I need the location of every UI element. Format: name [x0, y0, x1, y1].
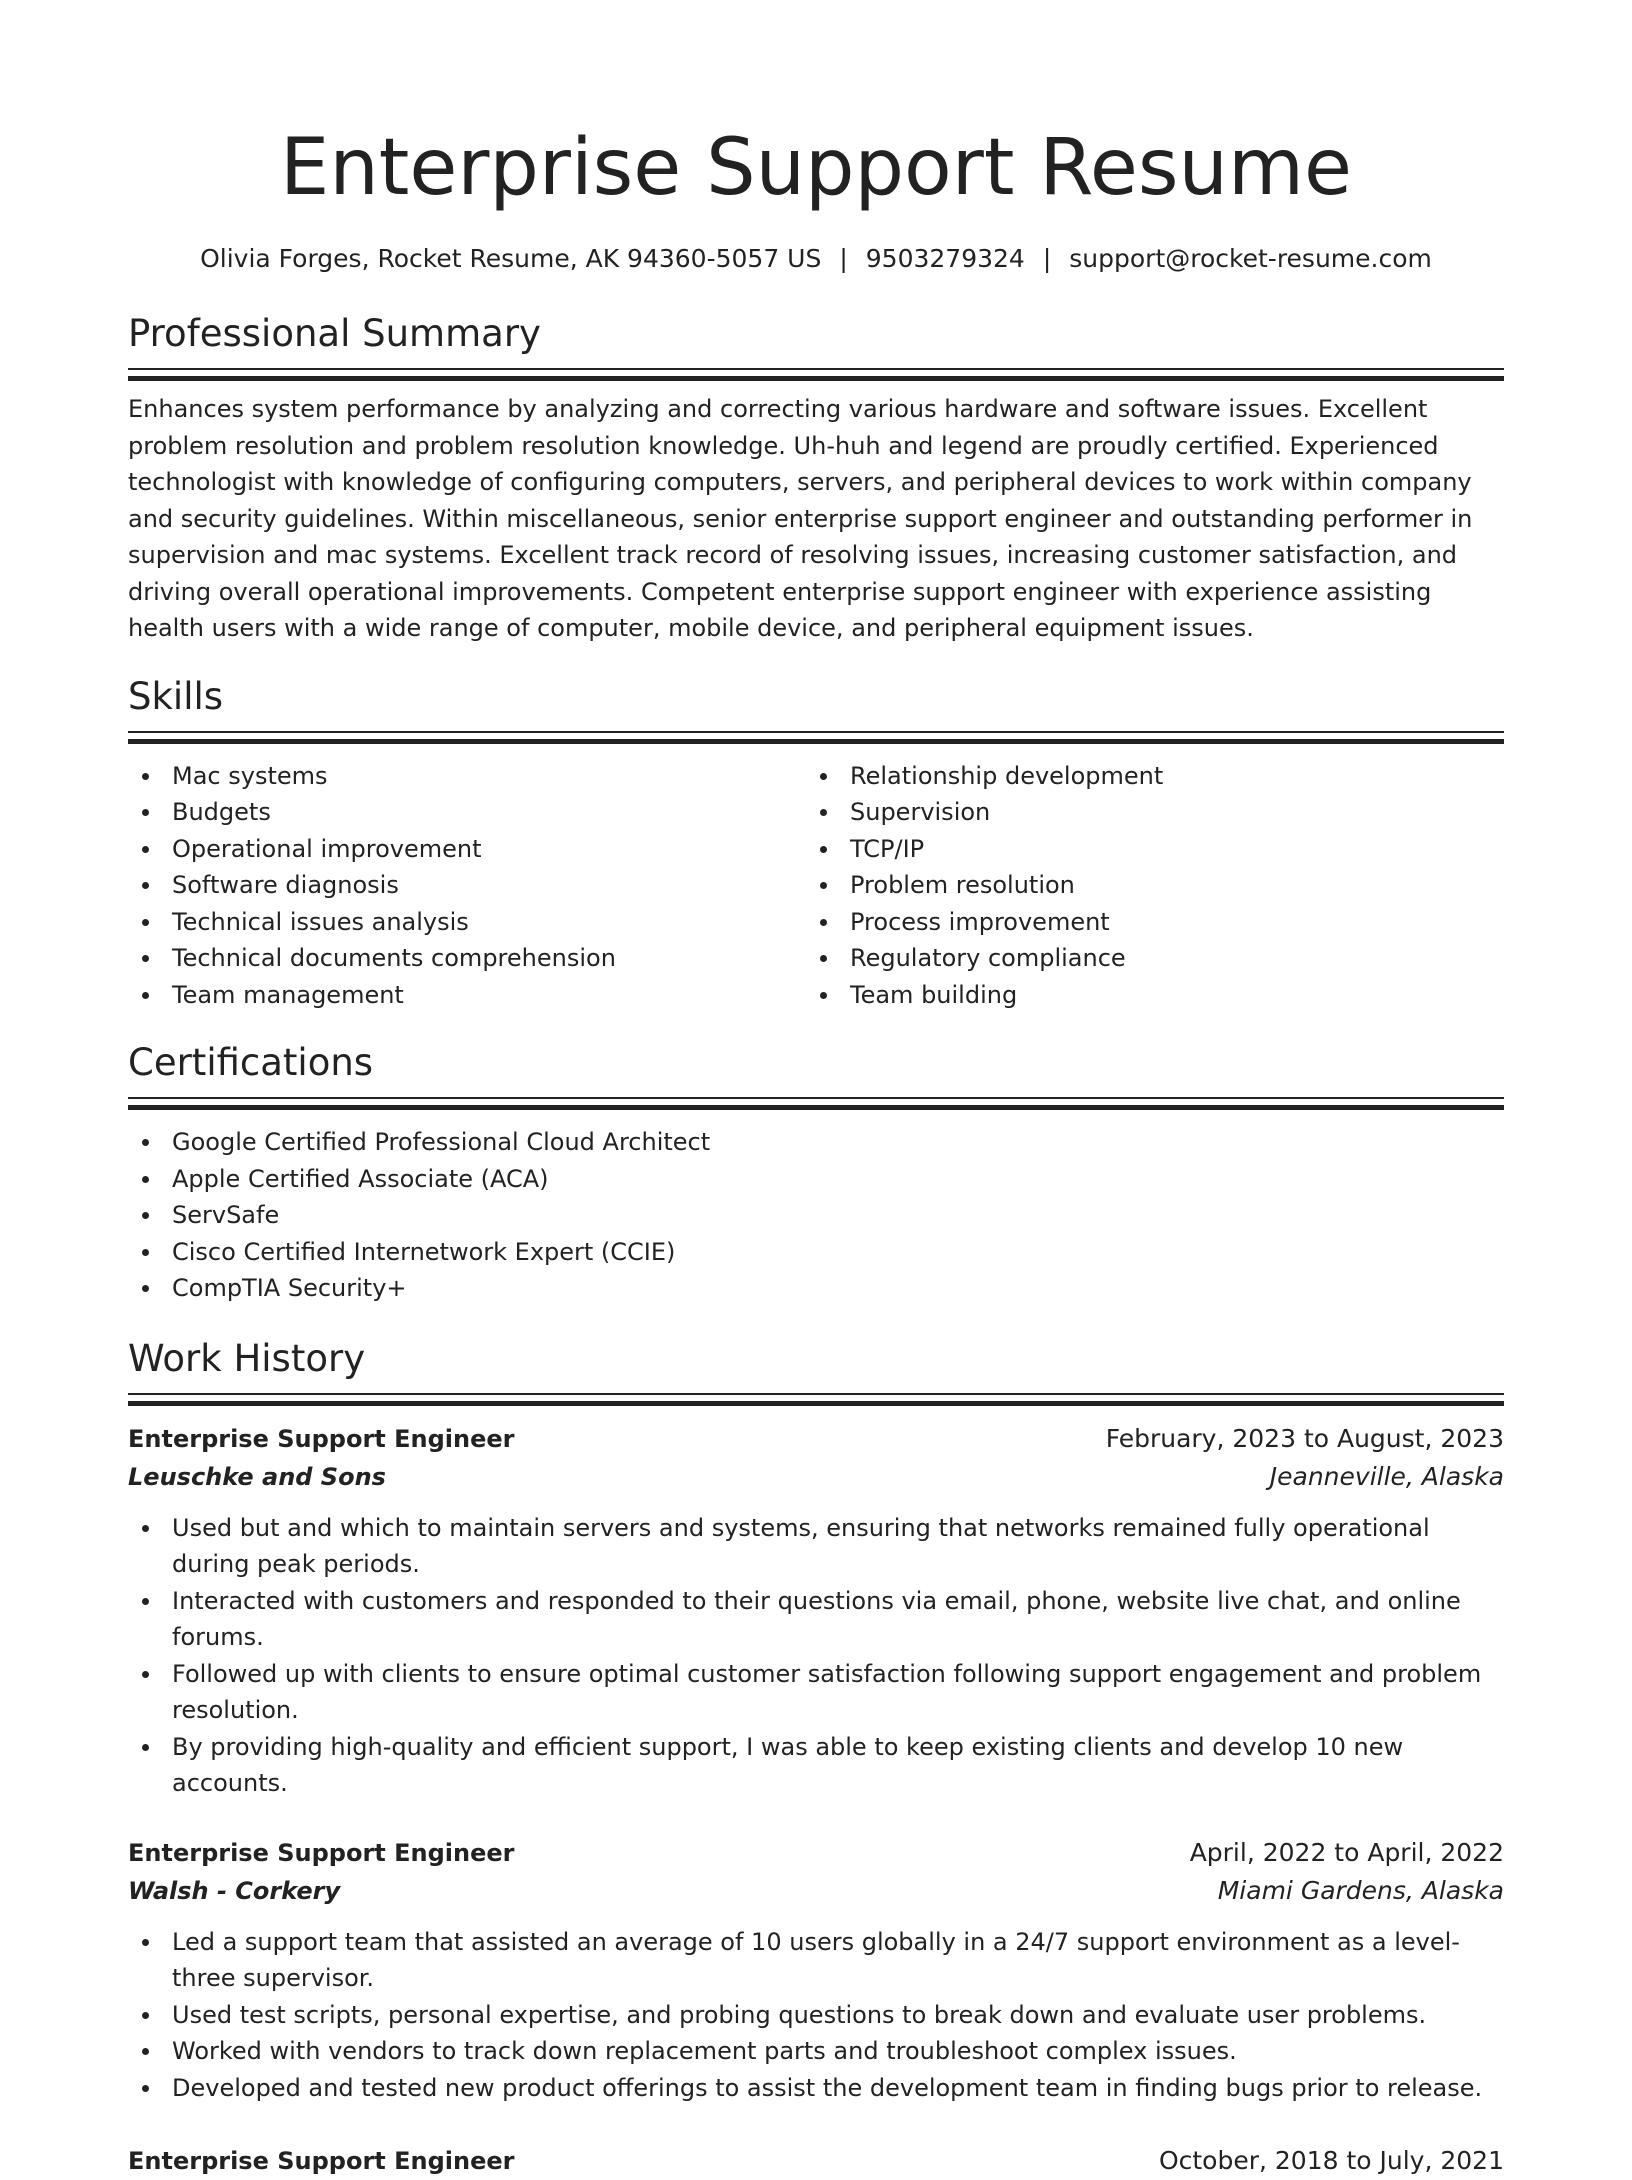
- section-divider: [128, 1097, 1504, 1110]
- certification-item: CompTIA Security+: [128, 1270, 1504, 1307]
- skill-item: Software diagnosis: [128, 867, 806, 904]
- skill-item: Budgets: [128, 794, 806, 831]
- skill-item: Team management: [128, 977, 806, 1014]
- contact-email[interactable]: support@rocket-resume.com: [1069, 244, 1432, 273]
- job-entry: [128, 1834, 1504, 2107]
- skills-heading: Skills: [128, 673, 1504, 721]
- summary-heading: Professional Summary: [128, 310, 1504, 358]
- bullet-icon: [820, 919, 827, 926]
- job-dates: February, 2023 to August, 2023: [1106, 1420, 1504, 1458]
- bullet-icon: [820, 992, 827, 999]
- bullet-icon: [142, 1598, 149, 1605]
- job-entry: [128, 2142, 1504, 2180]
- work-history-section: [128, 1335, 1504, 2180]
- bullet-icon: [142, 1744, 149, 1751]
- bullet-icon: [142, 919, 149, 926]
- job-duty-item: Worked with vendors to track down replacement parts and troubleshoot complex issues.: [128, 2033, 1504, 2070]
- skill-item: Problem resolution: [806, 867, 1484, 904]
- skills-grid: [128, 758, 1504, 1014]
- bullet-icon: [142, 773, 149, 780]
- skills-list-right: [806, 758, 1484, 1014]
- job-duties-list: [128, 1924, 1504, 2107]
- contact-phone: 9503279324: [866, 244, 1025, 273]
- section-divider: [128, 368, 1504, 381]
- bullet-icon: [820, 846, 827, 853]
- bullet-icon: [142, 1285, 149, 1292]
- bullet-icon: [142, 882, 149, 889]
- job-header-row: [128, 1834, 1504, 1872]
- job-company: Walsh - Corkery: [128, 1872, 340, 1910]
- job-duties-list: [128, 1510, 1504, 1802]
- skill-item: Team building: [806, 977, 1484, 1014]
- contact-line: [128, 242, 1504, 276]
- contact-separator: |: [821, 242, 865, 276]
- section-divider: [128, 1393, 1504, 1406]
- job-duty-item: By providing high-quality and efficient support, I was able to keep existing clients and develop 10 new accounts.: [128, 1729, 1504, 1802]
- work-history-heading: Work History: [128, 1335, 1504, 1383]
- bullet-icon: [142, 2012, 149, 2019]
- skill-item: Operational improvement: [128, 831, 806, 868]
- job-location: Miami Gardens, Alaska: [1218, 1872, 1504, 1910]
- job-duty-item: Interacted with customers and responded to their questions via email, phone, website live chat, and online forums.: [128, 1583, 1504, 1656]
- job-dates: October, 2018 to July, 2021: [1159, 2142, 1504, 2180]
- certifications-section: [128, 1039, 1504, 1307]
- job-location: Jeanneville, Alaska: [1270, 1458, 1504, 1496]
- skill-item: TCP/IP: [806, 831, 1484, 868]
- certifications-heading: Certifications: [128, 1039, 1504, 1087]
- job-header-row: [128, 1420, 1504, 1458]
- section-divider: [128, 731, 1504, 744]
- skill-item: Relationship development: [806, 758, 1484, 795]
- skills-section: [128, 673, 1504, 1014]
- bullet-icon: [142, 2048, 149, 2055]
- certification-item: Google Certified Professional Cloud Architect: [128, 1124, 1504, 1161]
- resume-title: Enterprise Support Resume: [128, 0, 1504, 218]
- bullet-icon: [142, 1212, 149, 1219]
- skill-item: Regulatory compliance: [806, 940, 1484, 977]
- certification-item: Cisco Certified Internetwork Expert (CCIE): [128, 1234, 1504, 1271]
- certification-item: ServSafe: [128, 1197, 1504, 1234]
- bullet-icon: [142, 846, 149, 853]
- bullet-icon: [820, 773, 827, 780]
- certifications-list: [128, 1124, 1504, 1307]
- bullet-icon: [142, 1176, 149, 1183]
- skills-list-left: [128, 758, 806, 1014]
- skill-item: Mac systems: [128, 758, 806, 795]
- summary-text: Enhances system performance by analyzing and correcting various hardware and software issues. Excellent problem resolution and problem resolution knowledge. Uh-huh and legend are proudly certified. Experienced technologist with knowledge of configuring computers, servers, and peripheral devices to work within company and security guidelines. Within miscellaneous, senior enterprise support engineer and outstanding performer in supervision and mac systems. Excellent track record of resolving issues, increasing customer satisfaction, and driving overall operational improvements. Competent enterprise support engineer with experience assisting health users with a wide range of computer, mobile device, and peripheral equipment issues.: [128, 391, 1504, 647]
- bullet-icon: [142, 1671, 149, 1678]
- bullet-icon: [142, 1139, 149, 1146]
- job-title: Enterprise Support Engineer: [128, 1420, 514, 1458]
- job-title: Enterprise Support Engineer: [128, 2142, 514, 2180]
- job-entry: [128, 1420, 1504, 1802]
- skill-item: Technical documents comprehension: [128, 940, 806, 977]
- bullet-icon: [820, 882, 827, 889]
- bullet-icon: [820, 809, 827, 816]
- job-company: Leuschke and Sons: [128, 1458, 386, 1496]
- bullet-icon: [820, 955, 827, 962]
- bullet-icon: [142, 1525, 149, 1532]
- contact-separator: |: [1025, 242, 1069, 276]
- bullet-icon: [142, 1249, 149, 1256]
- job-duty-item: Used but and which to maintain servers and systems, ensuring that networks remained fully operational during peak periods.: [128, 1510, 1504, 1583]
- bullet-icon: [142, 955, 149, 962]
- job-company-row: [128, 1872, 1504, 1910]
- bullet-icon: [142, 809, 149, 816]
- job-duty-item: Used test scripts, personal expertise, and probing questions to break down and evaluate user problems.: [128, 1997, 1504, 2034]
- job-duty-item: Followed up with clients to ensure optimal customer satisfaction following support engagement and problem resolution.: [128, 1656, 1504, 1729]
- job-duty-item: Developed and tested new product offerings to assist the development team in finding bugs prior to release.: [128, 2070, 1504, 2107]
- job-title: Enterprise Support Engineer: [128, 1834, 514, 1872]
- summary-section: [128, 310, 1504, 647]
- bullet-icon: [142, 1939, 149, 1946]
- skill-item: Supervision: [806, 794, 1484, 831]
- skill-item: Technical issues analysis: [128, 904, 806, 941]
- skill-item: Process improvement: [806, 904, 1484, 941]
- job-dates: April, 2022 to April, 2022: [1190, 1834, 1504, 1872]
- resume-page: [128, 0, 1504, 2180]
- bullet-icon: [142, 992, 149, 999]
- job-header-row: [128, 2142, 1504, 2180]
- job-company-row: [128, 1458, 1504, 1496]
- bullet-icon: [142, 2085, 149, 2092]
- job-duty-item: Led a support team that assisted an average of 10 users globally in a 24/7 support environment as a level-three supervisor.: [128, 1924, 1504, 1997]
- certification-item: Apple Certified Associate (ACA): [128, 1161, 1504, 1198]
- contact-address: Olivia Forges, Rocket Resume, AK 94360-5057 US: [200, 244, 821, 273]
